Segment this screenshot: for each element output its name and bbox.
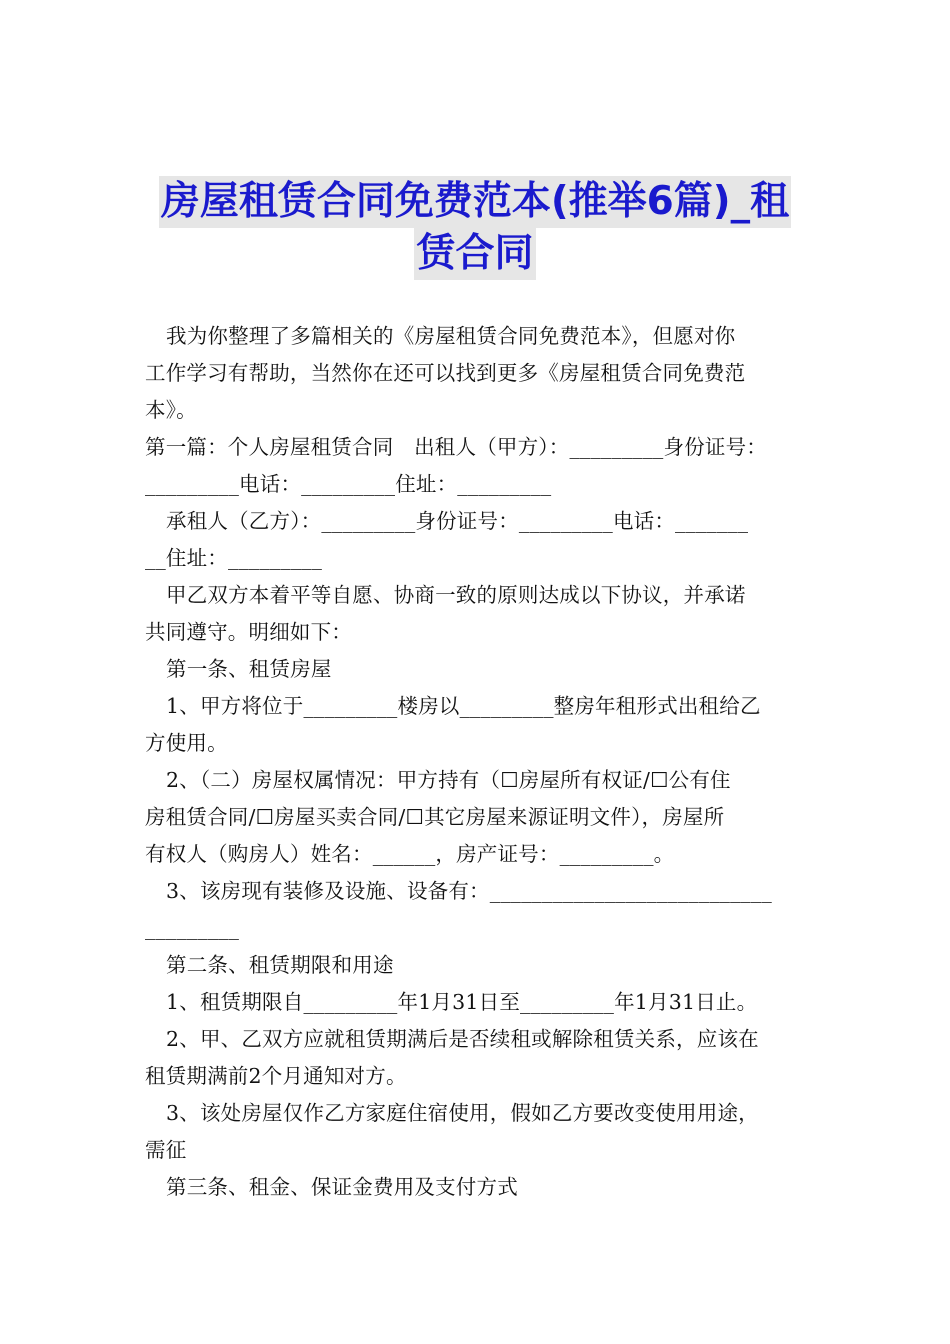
- title-line-1: 房屋租赁合同免费范本(推举6篇)_租: [159, 176, 791, 228]
- article-2-heading: 第二条、租赁期限和用途: [166, 953, 394, 977]
- article-2-clause-3-line-1: 3、该处房屋仅作乙方家庭住宿使用，假如乙方要改变使用用途，: [166, 1101, 759, 1125]
- article-1-clause-1-line-2: 方使用。: [145, 731, 228, 755]
- article-2-clause-2-line-1: 2、甲、乙双方应就租赁期满后是否续租或解除租赁关系，应该在: [166, 1027, 759, 1051]
- article-3-heading: 第三条、租金、保证金费用及支付方式: [166, 1175, 518, 1199]
- agreement-line-1: 甲乙双方本着平等自愿、协商一致的原则达成以下协议，并承诺: [166, 583, 746, 607]
- article-1-clause-1-line-1: 1、甲方将位于_________楼房以_________整房年租形式出租给乙: [166, 694, 761, 718]
- lessee-line-1: 承租人（乙方）：_________身份证号：_________电话：_______: [166, 509, 749, 533]
- article-1-clause-2-line-3: 有权人（购房人）姓名：______，房产证号：_________。: [145, 842, 675, 866]
- document-body: [145, 318, 815, 1206]
- article-1-clause-3-line-1: 3、该房现有装修及设施、设备有：___________________________: [166, 879, 772, 903]
- article-2-clause-2-line-2: 租赁期满前2个月通知对方。: [145, 1064, 407, 1088]
- article-2-clause-3-line-2: 需征: [145, 1138, 187, 1162]
- article-1-clause-2-line-2: 房租赁合同/☐房屋买卖合同/☐其它房屋来源证明文件），房屋所: [145, 805, 725, 829]
- lessee-line-2: __住址：_________: [145, 546, 323, 570]
- intro-line-3: 本》。: [145, 398, 197, 422]
- article-1-clause-3-line-2: _________: [145, 916, 240, 940]
- intro-line-1: 我为你整理了多篇相关的《房屋租赁合同免费范本》，但愿对你: [166, 324, 736, 348]
- article-1-heading: 第一条、租赁房屋: [166, 657, 332, 681]
- intro-line-2: 工作学习有帮助，当然你在还可以找到更多《房屋租赁合同免费范: [145, 361, 746, 385]
- title-line-2: 赁合同: [414, 228, 535, 280]
- article-2-clause-1: 1、租赁期限自_________年1月31日至_________年1月31日止。: [166, 990, 758, 1014]
- lessor-line-1: 第一篇：个人房屋租赁合同 出租人（甲方）：_________身份证号：: [145, 435, 767, 459]
- article-1-clause-2-line-1: 2、（二）房屋权属情况：甲方持有（☐房屋所有权证/☐公有住: [166, 768, 731, 792]
- agreement-line-2: 共同遵守。明细如下：: [145, 620, 352, 644]
- document-title: [0, 176, 950, 280]
- lessor-line-2: _________电话：_________住址：_________: [145, 472, 552, 496]
